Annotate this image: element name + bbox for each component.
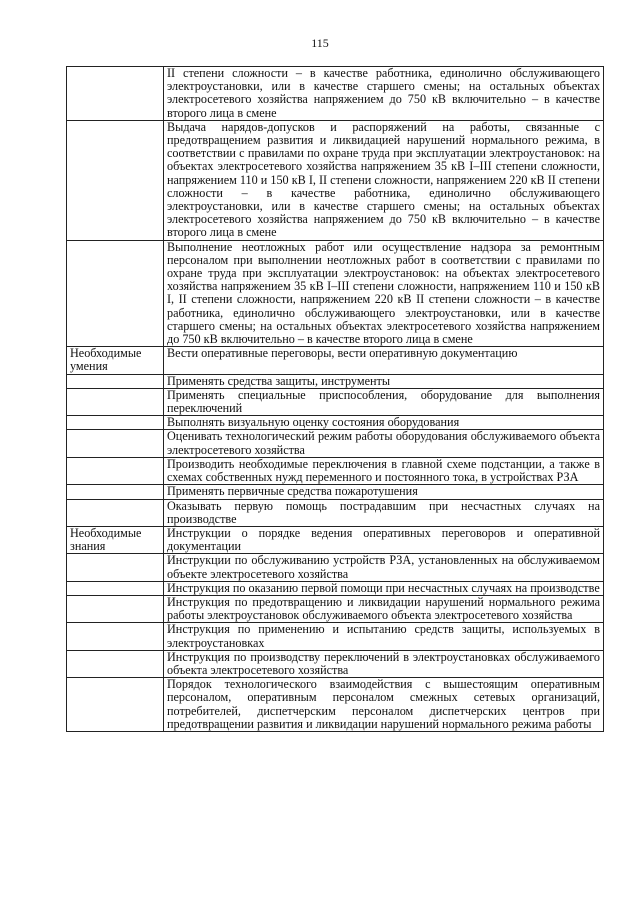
row-label [67,67,164,121]
table-row [67,430,604,457]
row-label [67,416,164,430]
table-row [67,623,604,650]
row-text: Вести оперативные переговоры, вести оперативную документацию [164,347,604,374]
row-label [67,623,164,650]
row-label [67,554,164,581]
table-body [67,67,604,732]
row-label [67,240,164,347]
table-row [67,499,604,526]
row-text: Производить необходимые переключения в главной схеме подстанции, а также в схемах собственных нужд переменного и постоянного тока, в устройствах РЗА [164,457,604,484]
row-text: Инструкция по применению и испытанию средств защиты, используемых в электроустановках [164,623,604,650]
row-label [67,120,164,240]
table-row [67,240,604,347]
row-text: Выдача нарядов-допусков и распоряжений на работы, связанные с предотвращением развития и ликвидацией нарушений нормального режима, в соответствии с правилами по охране труда при эксплуатации электроустановок: на объектах электросетевого хозяйства напряжением 35 кВ I–III степени сложности, напряжением 110 и 150 кВ I, II степени сложности, напряжением 220 кВ II степени сложности – в качестве работника, единолично обслуживающего электроустановки, или в качестве старшего смены; на остальных объектах электросетевого хозяйства напряжением до 750 кВ включительно – в качестве второго лица в смене [164,120,604,240]
row-text: Применять специальные приспособления, оборудование для выполнения переключений [164,388,604,415]
table-row [67,526,604,553]
row-text: Оказывать первую помощь пострадавшим при несчастных случаях на производстве [164,499,604,526]
table-row [67,678,604,732]
row-text: Выполнять визуальную оценку состояния оборудования [164,416,604,430]
table-row [67,595,604,622]
row-text: Инструкция по производству переключений в электроустановках обслуживаемого объекта электросетевого хозяйства [164,650,604,677]
table-row [67,120,604,240]
row-text: Выполнение неотложных работ или осуществление надзора за ремонтным персоналом при выполнении неотложных работ в соответствии с правилами по охране труда при эксплуатации электроустановок: на объектах электросетевого хозяйства напряжением 35 кВ I–III степени сложности, напряжением 110 и 150 кВ I, II степени сложности, напряжением 220 кВ II степени сложности – в качестве работника, единолично обслуживающего электроустановки, или в качестве старшего смены; на остальных объектах электросетевого хозяйства напряжением до 750 кВ включительно – в качестве второго лица в смене [164,240,604,347]
table-row [67,581,604,595]
row-text: Инструкция по оказанию первой помощи при несчастных случаях на производстве [164,581,604,595]
row-label [67,499,164,526]
row-text: II степени сложности – в качестве работника, единолично обслуживающего электроустановки, или в качестве старшего смены; на остальных объектах электросетевого хозяйства напряжением до 750 кВ включительно – в качестве второго лица в смене [164,67,604,121]
row-label [67,678,164,732]
table-row [67,554,604,581]
row-label [67,485,164,499]
table-row [67,416,604,430]
row-label [67,374,164,388]
row-label [67,581,164,595]
requirements-table [66,66,604,732]
table-row [67,457,604,484]
row-label [67,650,164,677]
row-label [67,388,164,415]
table-row [67,485,604,499]
row-label: Необходимые умения [67,347,164,374]
row-label [67,457,164,484]
row-text: Инструкции по обслуживанию устройств РЗА, установленных на обслуживаемом объекте электросетевого хозяйства [164,554,604,581]
table-row [67,374,604,388]
table-row [67,388,604,415]
table-row [67,650,604,677]
row-text: Инструкции о порядке ведения оперативных переговоров и оперативной документации [164,526,604,553]
row-label [67,430,164,457]
table-row [67,67,604,121]
row-label [67,595,164,622]
row-text: Применять первичные средства пожаротушения [164,485,604,499]
table-row [67,347,604,374]
row-text: Порядок технологического взаимодействия с вышестоящим оперативным персоналом, оперативным персоналом смежных сетевых организаций, потребителей, диспетчерским персоналом диспетчерских центров при предотвращении развития и ликвидации нарушений нормального режима работы [164,678,604,732]
row-text: Оценивать технологический режим работы оборудования обслуживаемого объекта электросетевого хозяйства [164,430,604,457]
row-label: Необходимые знания [67,526,164,553]
row-text: Инструкция по предотвращению и ликвидации нарушений нормального режима работы электроустановок обслуживаемого объекта электросетевого хозяйства [164,595,604,622]
page-number: 115 [311,36,329,50]
row-text: Применять средства защиты, инструменты [164,374,604,388]
